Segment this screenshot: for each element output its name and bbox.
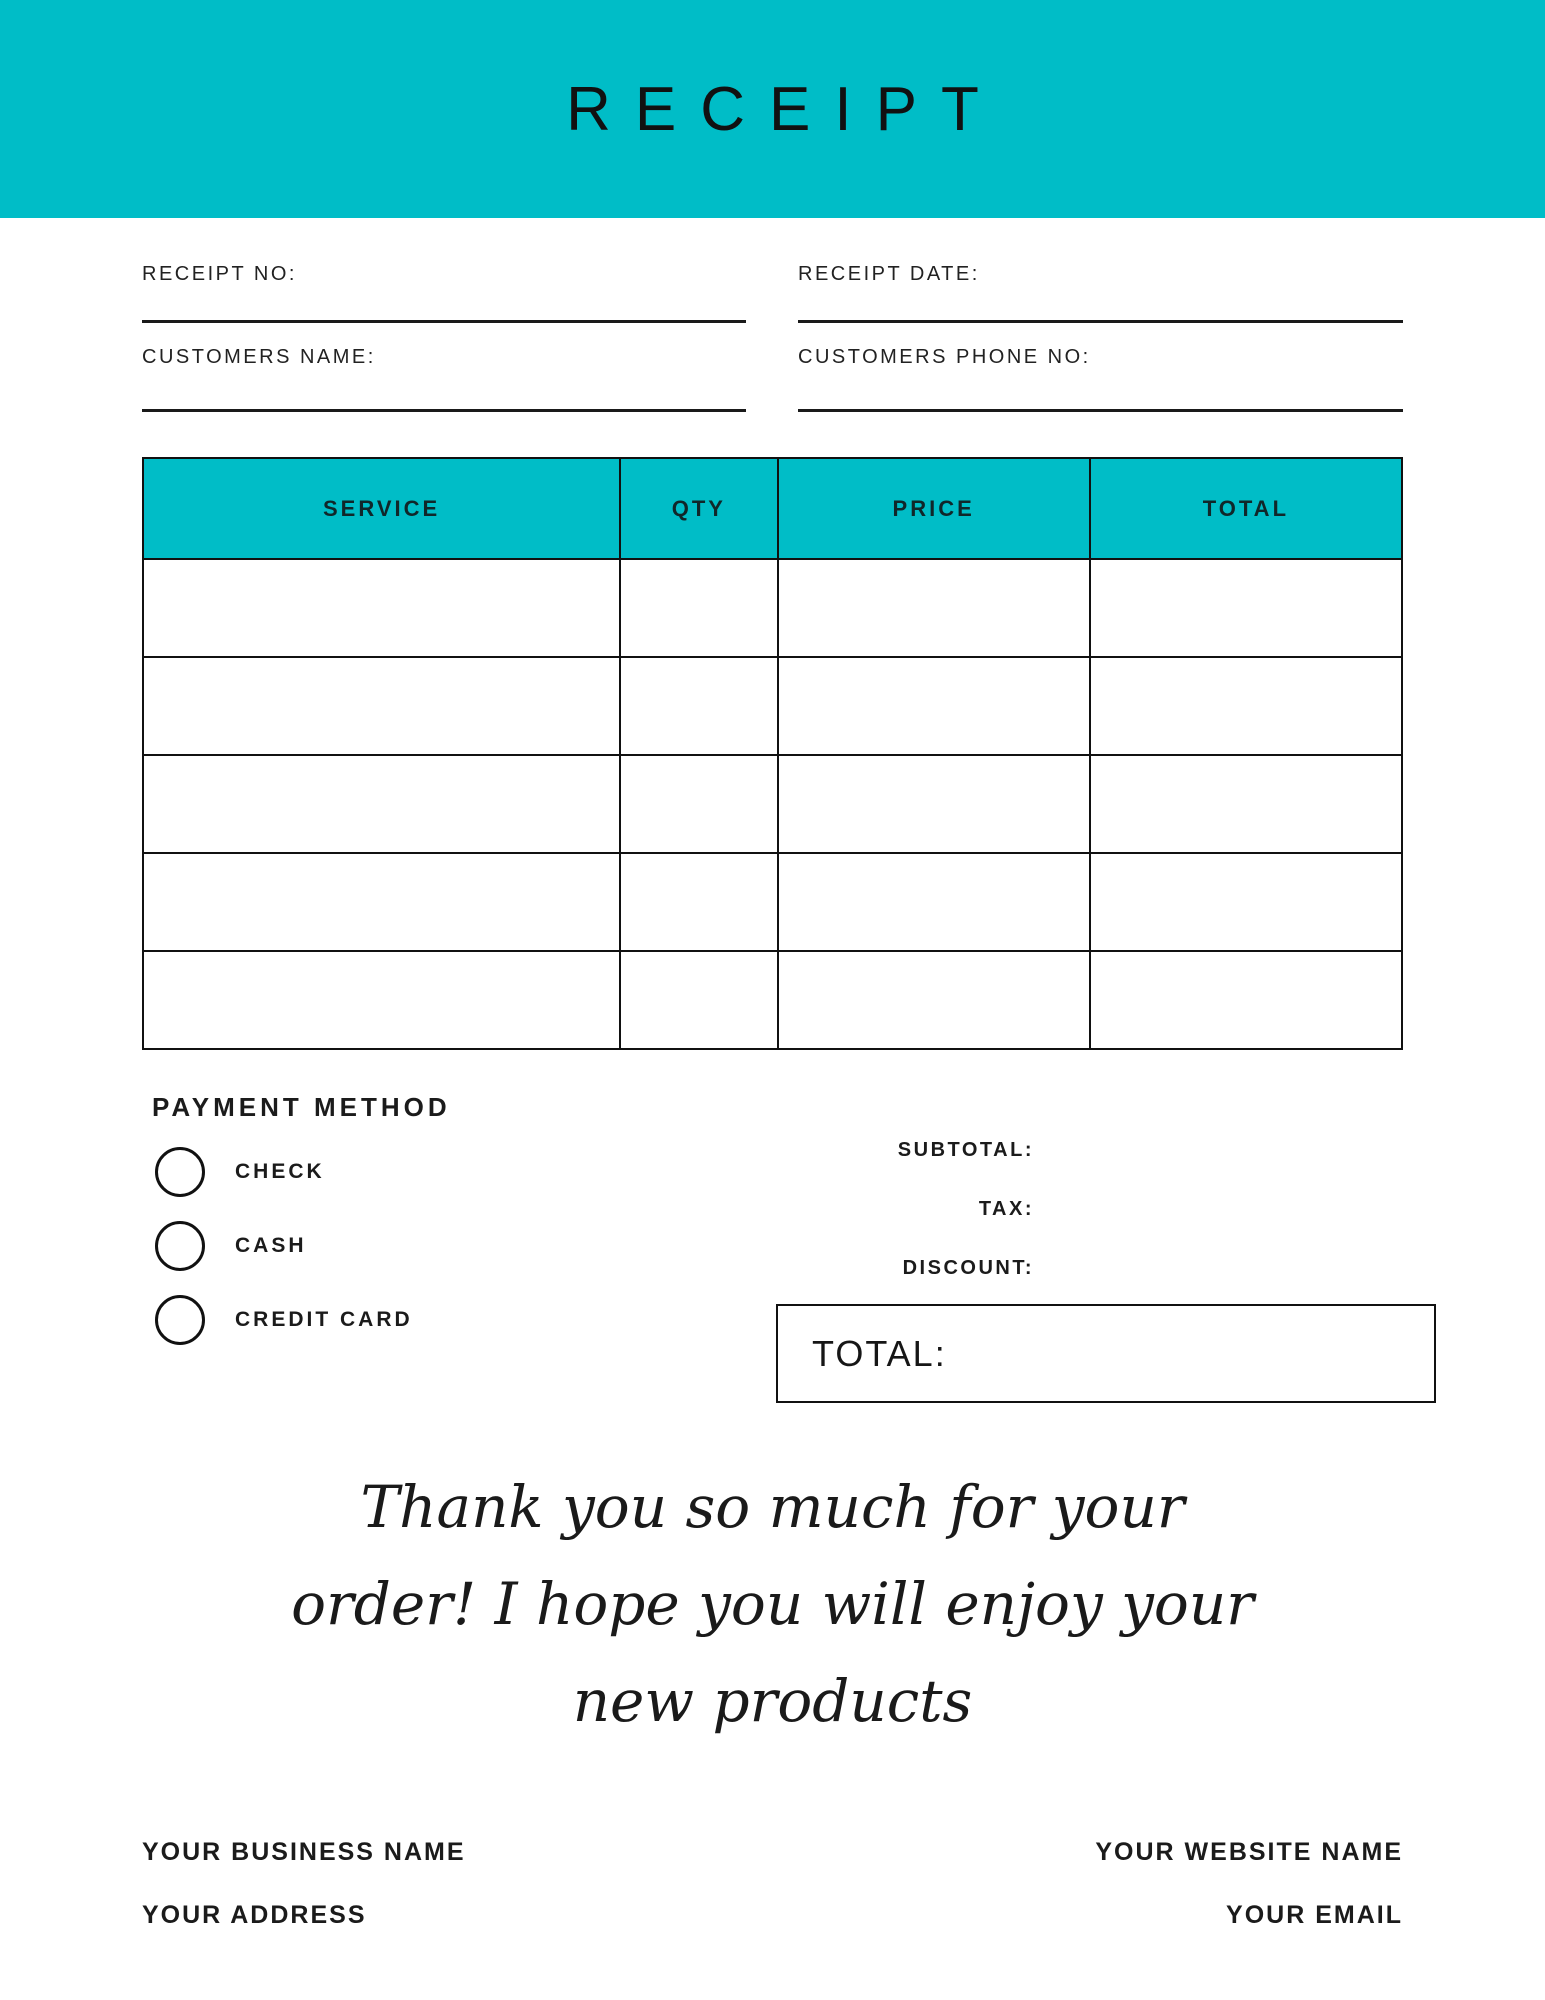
payment-method-heading: PAYMENT METHOD: [152, 1092, 451, 1122]
message-line-1: Thank you so much for your: [360, 1473, 1185, 1541]
service-cell[interactable]: [143, 559, 620, 657]
price-cell[interactable]: [778, 657, 1090, 755]
total-box[interactable]: [776, 1304, 1436, 1403]
check-radio-circle-icon[interactable]: [155, 1147, 205, 1197]
table-row: [143, 559, 1402, 657]
total-cell[interactable]: [1090, 853, 1402, 951]
receipt-date-label: RECEIPT DATE:: [798, 263, 980, 285]
form-column-right: [798, 262, 1403, 412]
payment-option-cash[interactable]: [142, 1221, 1403, 1271]
payment-and-totals: [142, 1092, 1403, 1404]
column-header-service: SERVICE: [143, 458, 620, 559]
content: [0, 262, 1545, 1930]
thank-you-message: [142, 1459, 1403, 1750]
table-row: [143, 657, 1402, 755]
subtotal-label: SUBTOTAL:: [897, 1139, 1034, 1161]
total-cell[interactable]: [1090, 559, 1402, 657]
receipt-no-line[interactable]: [142, 320, 746, 323]
table-row: [143, 853, 1402, 951]
customer-name-label: CUSTOMERS NAME:: [142, 346, 376, 368]
qty-cell[interactable]: [620, 853, 777, 951]
table-row: [143, 951, 1402, 1049]
header-band: [0, 0, 1545, 218]
website-name: YOUR WEBSITE NAME: [1095, 1838, 1403, 1866]
table-header-row: [143, 458, 1402, 559]
page-title: RECEIPT: [566, 74, 1003, 144]
message-line-2: order! I hope you will enjoy your: [291, 1570, 1254, 1638]
footer-left-column: [142, 1838, 466, 1930]
receipt-info-form: [142, 262, 1403, 412]
payment-option-label: CREDIT CARD: [235, 1308, 413, 1331]
column-header-total: TOTAL: [1090, 458, 1402, 559]
items-table: [142, 457, 1403, 1050]
customer-name-line[interactable]: [142, 409, 746, 412]
form-column-left: [142, 262, 746, 412]
receipt-no-field: [142, 262, 746, 323]
total-cell[interactable]: [1090, 951, 1402, 1049]
customer-phone-label: CUSTOMERS PHONE NO:: [798, 346, 1091, 368]
price-cell[interactable]: [778, 853, 1090, 951]
qty-cell[interactable]: [620, 657, 777, 755]
customer-name-field: [142, 345, 746, 412]
footer-right-column: [1095, 1838, 1403, 1930]
service-cell[interactable]: [143, 755, 620, 853]
price-cell[interactable]: [778, 951, 1090, 1049]
receipt-no-label: RECEIPT NO:: [142, 263, 297, 285]
receipt-date-field: [798, 262, 1403, 323]
tax-label: TAX:: [978, 1198, 1034, 1220]
footer: [142, 1838, 1403, 1930]
qty-cell[interactable]: [620, 951, 777, 1049]
total-label: TOTAL:: [812, 1332, 947, 1374]
service-cell[interactable]: [143, 853, 620, 951]
total-cell[interactable]: [1090, 657, 1402, 755]
receipt-date-line[interactable]: [798, 320, 1403, 323]
business-name: YOUR BUSINESS NAME: [142, 1838, 466, 1866]
discount-label: DISCOUNT:: [902, 1257, 1034, 1279]
payment-option-label: CHECK: [235, 1160, 325, 1183]
totals-labels: [898, 1139, 1034, 1279]
message-line-3: new products: [572, 1667, 973, 1735]
price-cell[interactable]: [778, 559, 1090, 657]
email: YOUR EMAIL: [1226, 1901, 1403, 1929]
business-address: YOUR ADDRESS: [142, 1901, 367, 1929]
customer-phone-line[interactable]: [798, 409, 1403, 412]
qty-cell[interactable]: [620, 755, 777, 853]
table-row: [143, 755, 1402, 853]
price-cell[interactable]: [778, 755, 1090, 853]
service-cell[interactable]: [143, 657, 620, 755]
payment-option-label: CASH: [235, 1234, 307, 1257]
column-header-price: PRICE: [778, 458, 1090, 559]
customer-phone-field: [798, 345, 1403, 412]
credit-card-radio-circle-icon[interactable]: [155, 1295, 205, 1345]
total-cell[interactable]: [1090, 755, 1402, 853]
service-cell[interactable]: [143, 951, 620, 1049]
payment-option-check[interactable]: [142, 1147, 1403, 1197]
column-header-qty: QTY: [620, 458, 777, 559]
qty-cell[interactable]: [620, 559, 777, 657]
cash-radio-circle-icon[interactable]: [155, 1221, 205, 1271]
